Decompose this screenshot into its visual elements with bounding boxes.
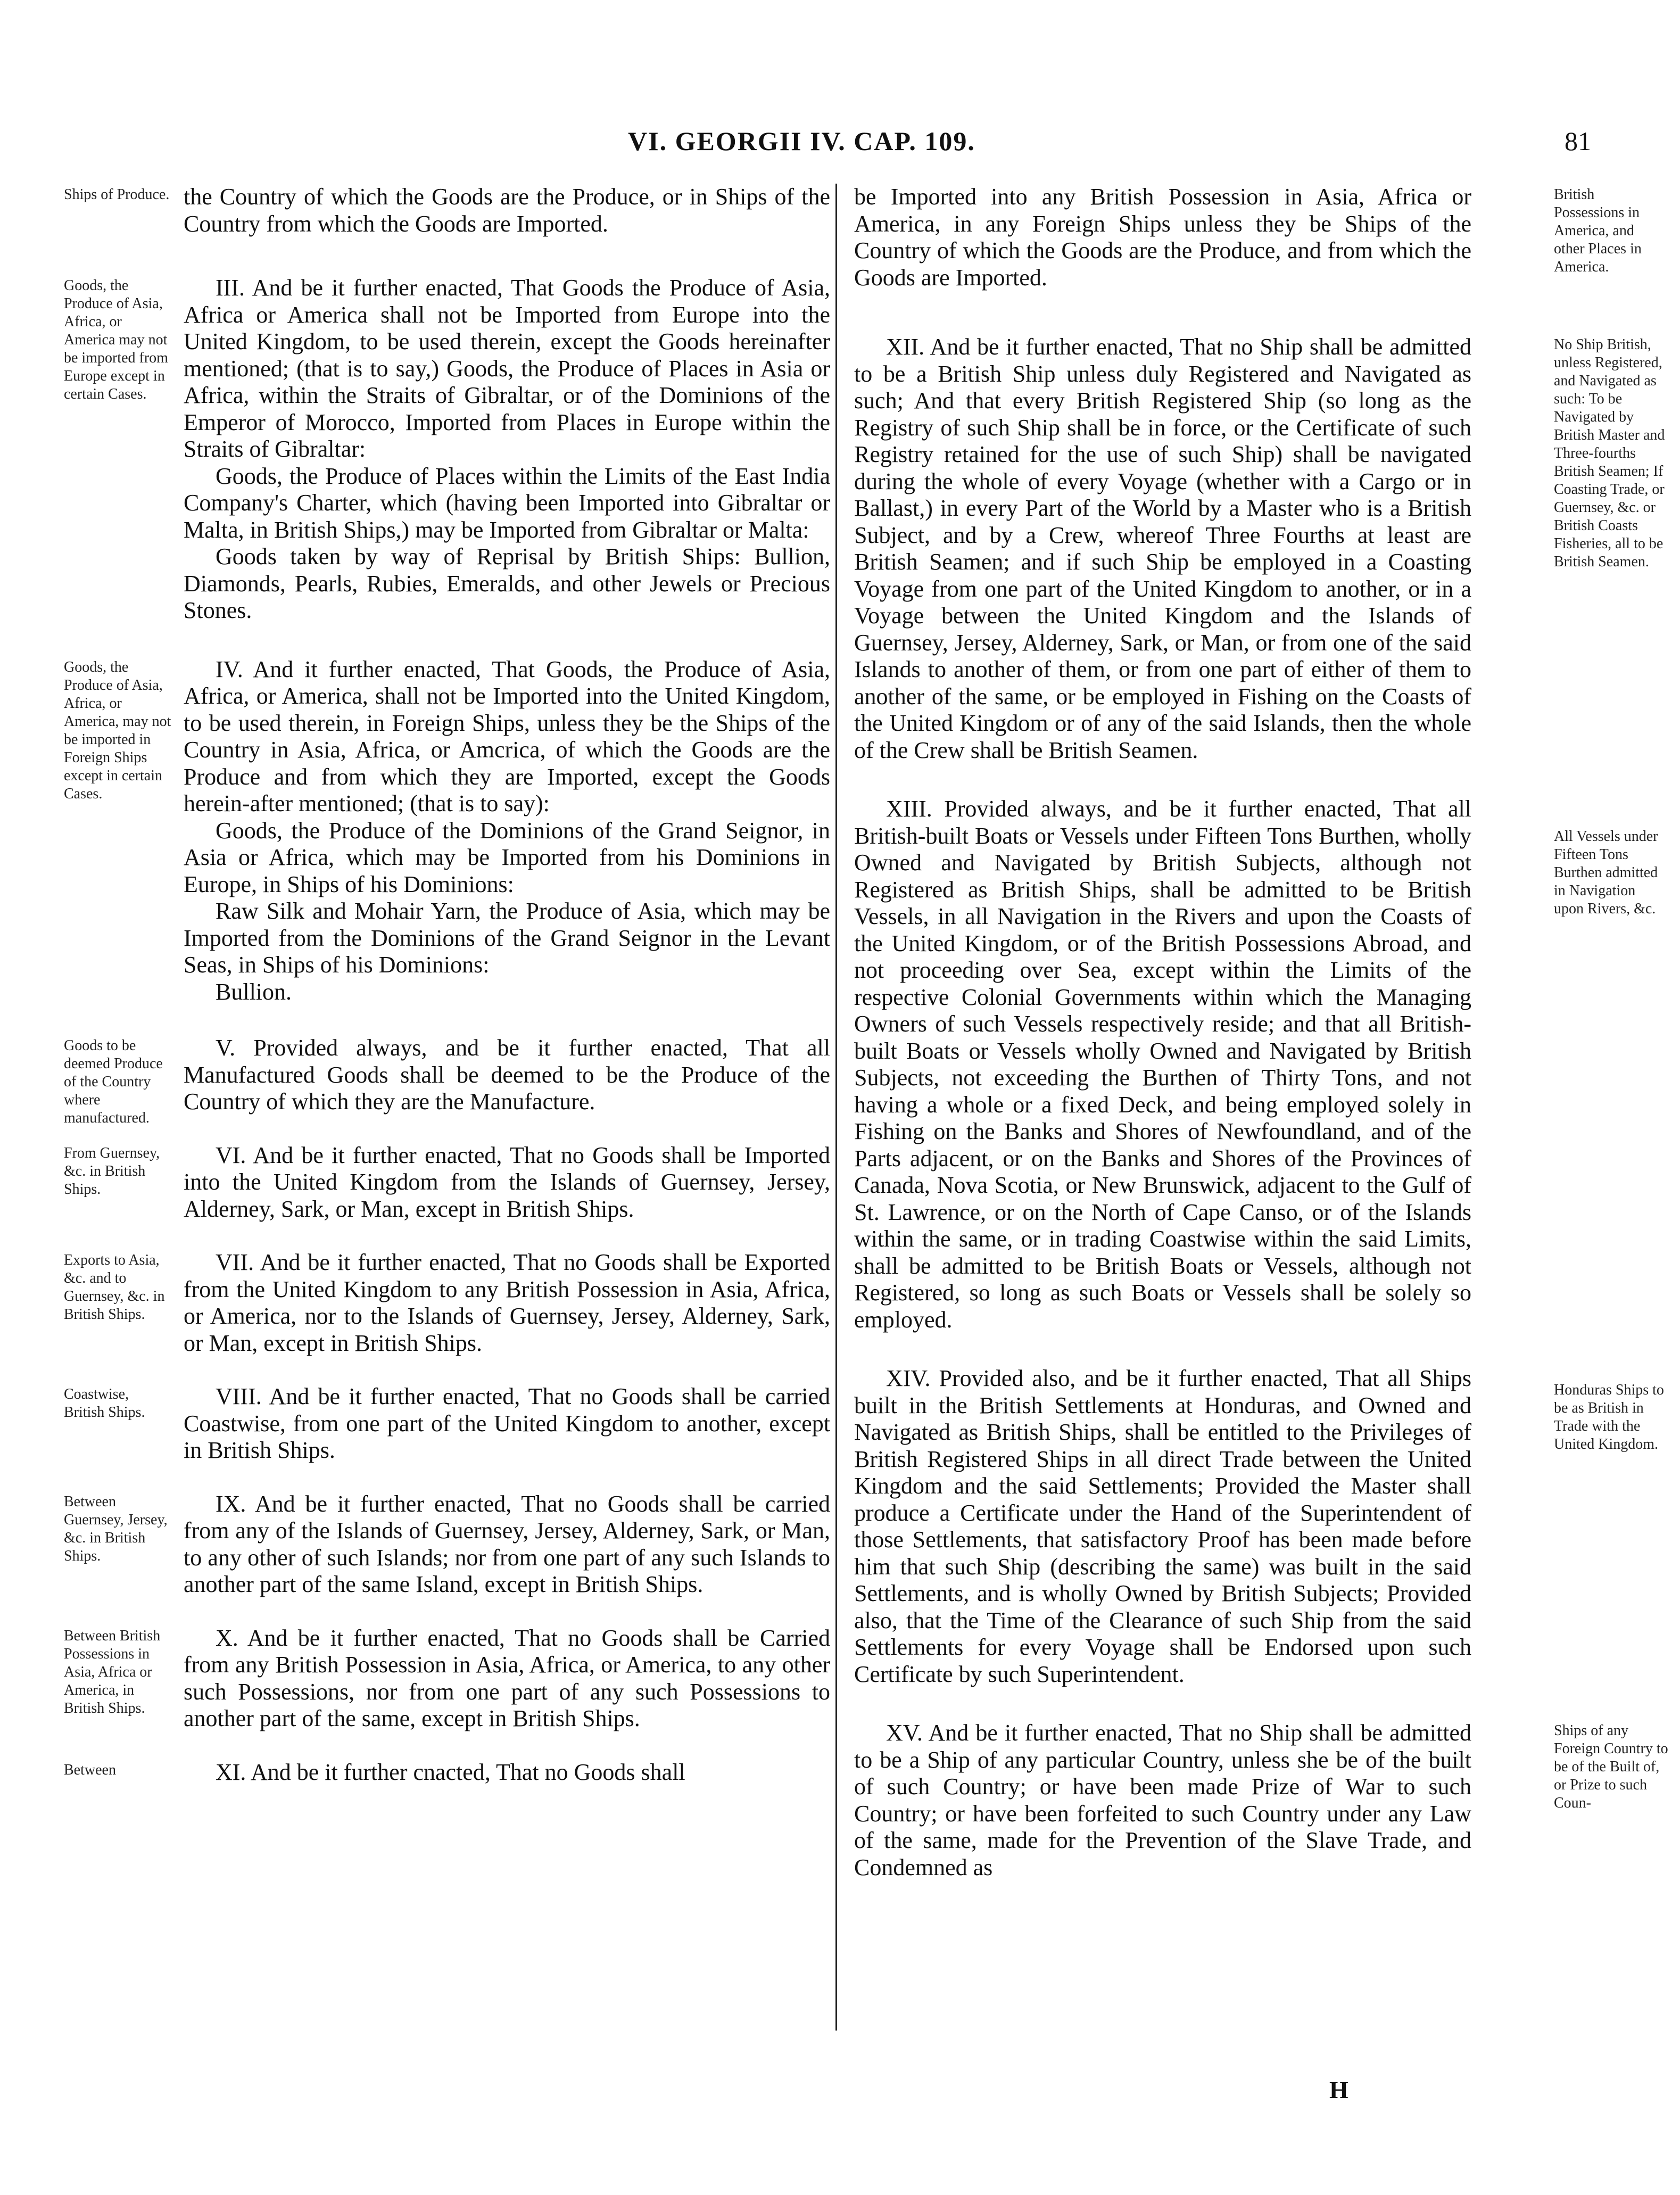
section-text: IX. And be it further enacted, That no Goods shall be carried from any of the Islands of Guernsey, Jersey, Alderney, Sark, or Man, to any other of such Islands; nor from one part of any such Islands to another part of the same Island, except in British Ships. [184, 1490, 830, 1597]
right-column [849, 184, 1668, 2100]
section-text: XI. And be it further cnacted, That no Goods shall [216, 1759, 685, 1785]
section-xi-continuation [849, 184, 1642, 291]
section-text: the Country of which the Goods are the Produce, or in Ships of the Country from which the Goods are Imported. [184, 184, 830, 237]
section-xiii [849, 796, 1658, 1333]
section-iv [64, 656, 830, 1006]
section-vi [64, 1142, 830, 1223]
section-subclause: Goods, the Produce of the Dominions of the Grand Seignor, in Asia or Africa, which may be Imported from his Dominions in Europe, in Ships of his Dominions: [184, 817, 830, 897]
marginal-note: Goods to be deemed Produce of the Country where manufactured. [64, 1037, 163, 1126]
section-xii [849, 334, 1665, 764]
section-text: V. Provided always, and be it further enacted, That all Manufactured Goods shall be deemed to be the Produce of the Country of which they are the Manufacture. [184, 1035, 830, 1115]
section-text: XV. And be it further enacted, That no Ship shall be admitted to be a Ship of any particular Country, unless she be of the built of such Country; or have been made Prize of War to such Country; or have been forfeited to such Country under any Law of the same, made for the Prevention of the Slave Trade, and Condemned as [854, 1720, 1471, 1880]
marginal-note: Honduras Ships to be as British in Trade with the United Kingdom. [1554, 1382, 1664, 1453]
marginal-note: Ships of any Foreign Country to be of the Built of, or Prize to such Coun- [1554, 1722, 1668, 1811]
section-text: IV. And it further enacted, That Goods, the Produce of Asia, Africa, or America, shall not be Imported into the United Kingdom, to be used therein, in Foreign Ships, unless they be the Ships of the Country in Asia, Africa, or Amcrica, of which the Goods are the Produce and from which they are Imported, except the Goods herein-after mentioned; (that is to say): [184, 656, 830, 816]
section-text: X. And be it further enacted, That no Goods shall be Carried from any British Possession in Asia, Africa, or America, to any other such Possessions, nor from one part of any such Possessions to another part of the same, except in British Ships. [184, 1624, 830, 1731]
marginal-note: No Ship British, unless Registered, and Navigated as such: To be Navigated by British Master and Three-fourths British Seamen; If Coasting Trade, or Guernsey, &c. or British Coasts Fisheries, all to be British Seamen. [1554, 336, 1665, 570]
section-text: XIV. Provided also, and be it further enacted, That all Ships built in the British Settlements at Honduras, and Owned and Navigated as British Ships, shall be entitled to the Privileges of British Registered Ships in all direct Trade between the United Kingdom and the said Settlements; Provided the Master shall produce a Certificate under the Hand of the Superintendent of those Settlements, that satisfactory Proof has been made before him that such Ship (describing the same) was built in the said Settlements, and is wholly Owned by British Subjects; Provided also, that the Time of the Clearance of such Ship from the said Settlements for every Voyage shall be Endorsed upon such Certificate by such Superintendent. [854, 1365, 1471, 1687]
section-text: VIII. And be it further enacted, That no Goods shall be carried Coastwise, from one part of the United Kingdom to another, except in British Ships. [184, 1383, 830, 1463]
section-text: XIII. Provided always, and be it further enacted, That all British-built Boats or Vessels under Fifteen Tons Burthen, wholly Owned and Navigated by British Subjects, although not Registered as British Ships, shall be admitted to be British Vessels, in all Navigation in the Rivers and upon the Coasts of the United Kingdom, or of the British Possessions Abroad, and not proceeding over Sea, except within the Limits of the respective Colonial Governments within which the Managing Owners of such Vessels respectively reside; and that all British-built Boats or Vessels wholly Owned and Navigated by British Subjects, not exceeding the Burthen of Thirty Tons, and not having a whole or a fixed Deck, and being employed solely in Fishing on the Banks and Shores of Newfoundland, and of the Parts adjacent, or on the Banks and Shores of the Provinces of Canada, Nova Scotia, or New Brunswick, adjacent to the Gulf of St. Lawrence, or on the North of Cape Canso, or of the Islands within the same, or in trading Coastwise within the said Limits, shall be admitted to be British Boats or Vessels, although not Registered, so long as such Boats or Vessels shall be solely so employed. [854, 796, 1471, 1333]
section-xi [64, 1759, 830, 1786]
section-text: III. And be it further enacted, That Goods the Produce of Asia, Africa or America shall not be Imported from Europe into the United Kingdom, to be used therein, except the Goods hereinafter mentioned; (that is to say,) Goods, the Produce of Places in Asia or Africa, within the Straits of Gibraltar, or of the Dominions of the Emperor of Morocco, Imported from Places in Europe within the Straits of Gibraltar: [184, 275, 830, 462]
section-text: XII. And be it further enacted, That no Ship shall be admitted to be a British Ship unless duly Registered and Navigated as such; And that every British Registered Ship (so long as the Registry of such Ship shall be in force, or the Certificate of such Registry retained for the use of such Ship) shall be navigated during the whole of every Voyage (whether with a Cargo or in Ballast,) in every Part of the World by a Master who is a British Subject, and by a Crew, whereof Three Fourths at least are British Seamen; and if such Ship be employed in a Coasting Voyage from one part of the United Kingdom to another, or in a Voyage between the United Kingdom and the Islands of Guernsey, Jersey, Alderney, Sark, or Man, or from one of the said Islands to another of them, or from one part of either of them to another of the same, or be employed in Fishing on the Coasts of the United Kingdom or of any of the said Islands, then the whole of the Crew shall be British Seamen. [854, 334, 1471, 763]
section-xv [849, 1720, 1668, 1881]
section-text: VII. And be it further enacted, That no Goods shall be Exported from the United Kingdom to any British Possession in Asia, Africa, or America, nor to the Islands of Guernsey, Jersey, Alderney, Sark, or Man, except in British Ships. [184, 1249, 830, 1356]
section-viii [64, 1383, 830, 1464]
section-continuation [64, 184, 830, 237]
marginal-note: Between Guernsey, Jersey, &c. in British Ships. [64, 1493, 168, 1564]
column-divider [835, 184, 837, 2031]
section-text: be Imported into any British Possession in Asia, Africa or America, in any Foreign Ships unless they be Ships of the Country of which the Goods are the Produce, and from which the Goods are Imported. [854, 184, 1471, 291]
marginal-note: Coastwise, British Ships. [64, 1386, 145, 1421]
page-header [0, 126, 1680, 163]
running-title: VI. GEORGII IV. CAP. 109. [628, 126, 975, 156]
signature-mark: H [1329, 2076, 1348, 2103]
marginal-note: Ships of Produce. [64, 186, 170, 203]
section-ix [64, 1491, 830, 1598]
section-text: VI. And be it further enacted, That no Goods shall be Imported into the United Kingdom from the Islands of Guernsey, Jersey, Alderney, Sark, or Man, except in British Ships. [184, 1142, 830, 1222]
page-number: 81 [1565, 126, 1591, 156]
section-v [64, 1035, 830, 1126]
marginal-note: All Vessels under Fifteen Tons Burthen admitted in Navigation upon Rivers, &c. [1554, 828, 1658, 917]
section-subclause: Bullion. [216, 978, 292, 1005]
marginal-note: British Possessions in America, and other Places in America. [1554, 186, 1642, 275]
section-vii [64, 1249, 830, 1357]
section-subclause: Goods taken by way of Reprisal by British Ships: Bullion, Diamonds, Pearls, Rubies, Emeralds, and other Jewels or Precious Stones. [184, 543, 830, 623]
section-subclause: Raw Silk and Mohair Yarn, the Produce of Asia, which may be Imported from the Dominions of the Grand Seignor in the Levant Seas, in Ships of his Dominions: [184, 898, 830, 978]
section-x [64, 1625, 830, 1732]
section-iii [64, 275, 830, 624]
marginal-note: Goods, the Produce of Asia, Africa, or America, may not be imported in Foreign Ships except in certain Cases. [64, 658, 171, 802]
marginal-note: From Guernsey, &c. in British Ships. [64, 1144, 160, 1198]
section-subclause: Goods, the Produce of Places within the Limits of the East India Company's Charter, which (having been Imported into Gibraltar or Malta, in British Ships,) may be Imported from Gibraltar or Malta: [184, 463, 830, 543]
marginal-note: Between British Possessions in Asia, Africa or America, in British Ships. [64, 1627, 161, 1717]
section-xiv [849, 1365, 1664, 1688]
marginal-note: Between [64, 1761, 116, 1778]
marginal-note: Goods, the Produce of Asia, Africa, or America may not be imported from Europe except in certain Cases. [64, 277, 168, 402]
marginal-note: Exports to Asia, &c. and to Guernsey, &c. in British Ships. [64, 1252, 165, 1323]
left-column [64, 184, 830, 2100]
